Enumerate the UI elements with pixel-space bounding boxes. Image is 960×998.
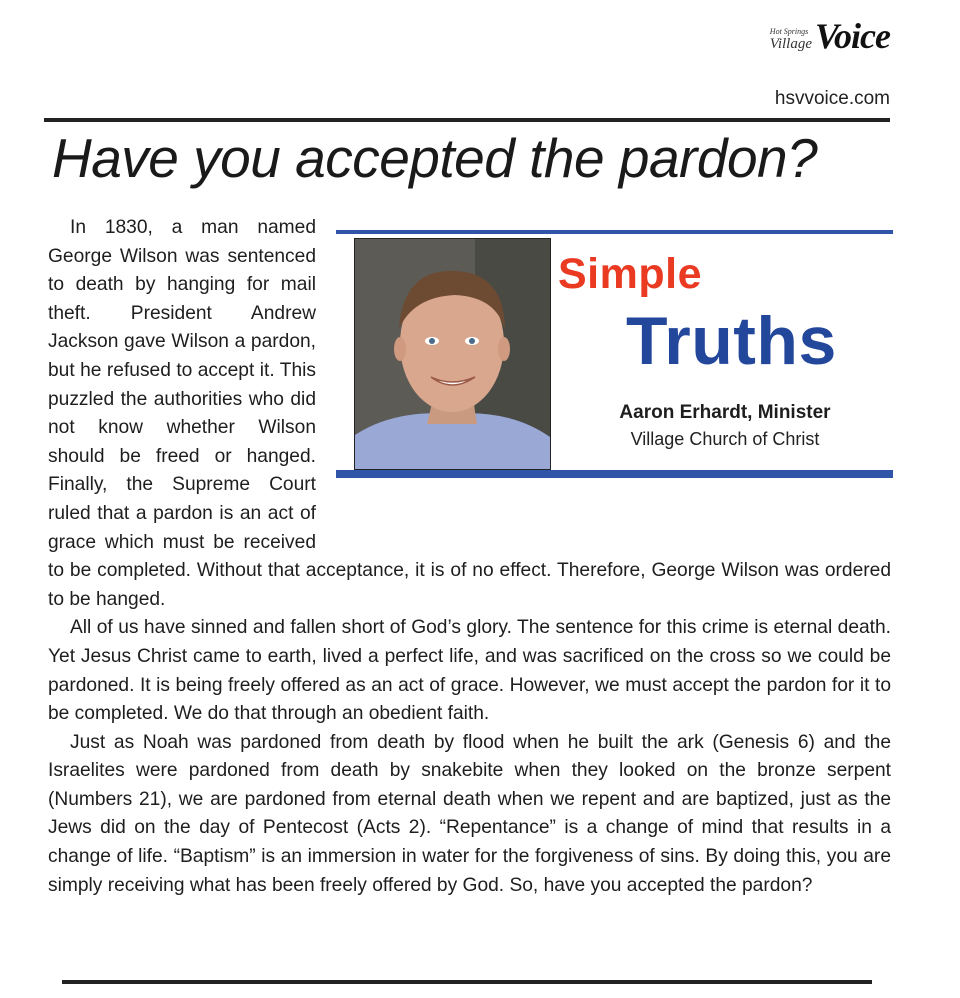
column-title-truths: Truths — [626, 303, 837, 379]
article-headline: Have you accepted the pardon? — [52, 127, 818, 189]
author-name: Aaron Erhardt, Minister — [619, 402, 831, 423]
brand-main: Voice — [815, 16, 890, 56]
author-organization: Village Church of Christ — [630, 429, 820, 449]
paragraph-1: In 1830, a man named George Wilson was sentenced to death by hanging for mail theft. President Andrew Jackson gave Wilson a pardon, but he refused to accept it. This puzzled the authorities who did not know whether Wilson should be freed or hanged. Finally, the Supreme Court ruled that a pardon is an act of grace which must be received to be completed. Without that acceptance, it is of no effect. Therefore, George Wilson was ordered to be hanged. — [48, 217, 891, 610]
box-bottom-bar — [336, 470, 893, 478]
author-photo — [354, 238, 551, 470]
author-portrait — [355, 239, 550, 469]
paragraph-2: All of us have sinned and fallen short of God’s glory. The sentence for this crime is eternal death. Yet Jesus Christ came to earth, lived a perfect life, and was sacrificed on the cross so we could be pardoned. It is being freely offered as an act of grace. However, we must accept the pardon for it to be completed. We do that through an obedient faith. — [48, 617, 891, 725]
brand — [769, 16, 890, 56]
brand-small-line2: Village — [769, 36, 813, 53]
box-top-bar — [336, 230, 893, 234]
brand-small-line1: Hot Springs — [769, 27, 809, 37]
bottom-rule — [62, 980, 872, 984]
column-title-simple: Simple — [558, 250, 702, 298]
column-header-box — [336, 230, 893, 478]
website-url: hsvvoice.com — [774, 88, 890, 109]
top-rule — [44, 118, 890, 122]
paragraph-3: Just as Noah was pardoned from death by flood when he built the ark (Genesis 6) and the Israelites were pardoned from death by snakebite when they looked on the bronze serpent (Numbers 21), we are pardoned from eternal death when we repent and are baptized, just as the Jews did on the day of Pentecost (Acts 2). “Repentance” is a change of mind that results in a change of life. “Baptism” is an immersion in water for the forgiveness of sins. By doing this, you are simply receiving what has been freely offered by God. So, have you accepted the pardon? — [48, 731, 891, 896]
masthead-logo — [769, 16, 890, 56]
brand-small — [770, 28, 812, 52]
